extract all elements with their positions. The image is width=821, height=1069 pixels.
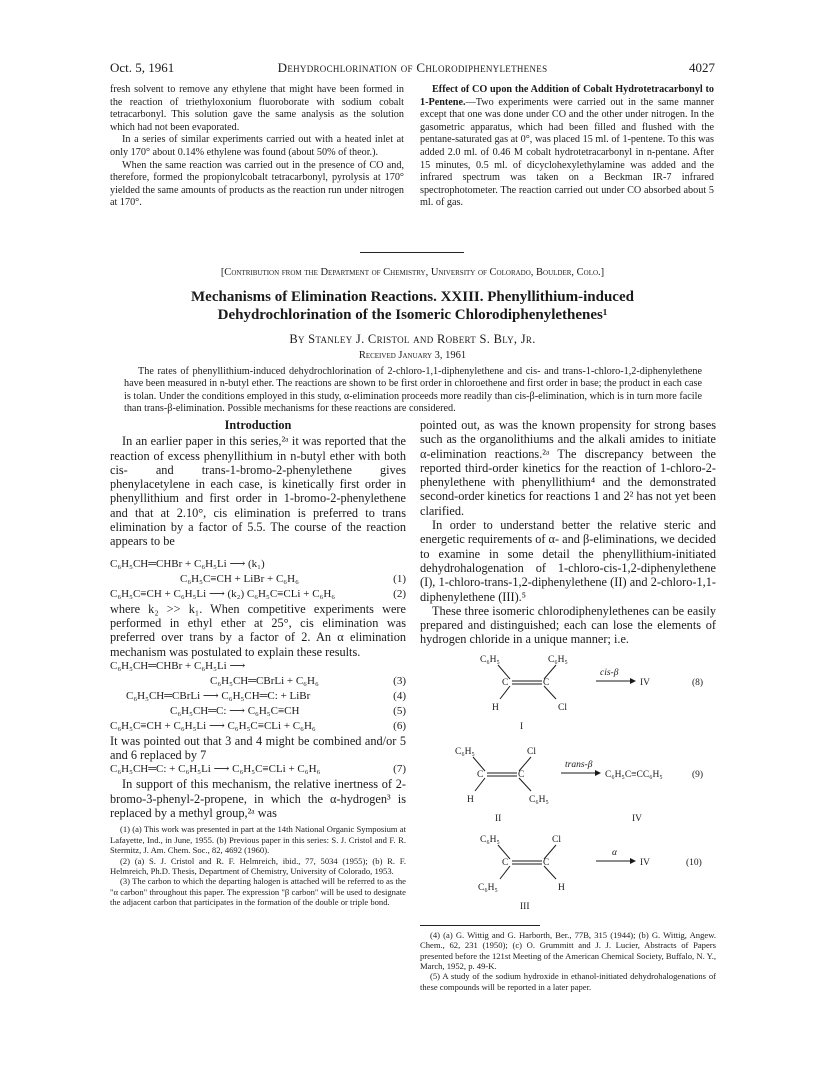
top-left-column [110,84,404,210]
author-byline: By Stanley J. Cristol and Robert S. Bly, Jr. [289,332,536,346]
right-paragraph-3: These three isomeric chlorodiphenylethenes can be easily prepared and distinguished; each can lose the elements of hydrogen chloride in a unique manner; i.e. [420,603,716,647]
s1-number: (8) [692,677,704,688]
right-main-column [420,418,716,992]
left-main-column [110,418,406,908]
s3-top-left: C₆H₅ [480,834,500,845]
s1-label: I [520,721,524,732]
footnote-2: (2) (a) S. J. Cristol and R. F. Helmreich, ibid., 77, 5034 (1955); (b) R. F. Helmreich, Ph.D. Thesis, Department of Chemistry, University of Colorado, 1953. [110,855,406,876]
s3-top-right: Cl [552,834,561,845]
s3-bottom-right: H [558,882,565,893]
header-date: Oct. 5, 1961 [110,60,175,75]
footnote-rule [420,925,540,926]
section-divider [360,252,464,253]
top-left-paragraph-3: When the same reaction was carried out in the presence of CO and, therefore, formed the propionylcobalt tetracarbonyl, pyrolysis at 170° yielded the same amounts of products as the reaction run under nitrogen at 170°. [110,159,404,209]
right-paragraph-2: In order to understand better the relative steric and energetic requirements of α- and β-eliminations, we decided to examine in some detail the phenyllithium-initiated dehydrohalogenation of 1-chloro-cis-1,2-diphenylethene (I), 1-chloro-trans-1,2-diphenylethene (II) and 2-chloro-1,1-diphenylethene (III).⁵ [420,518,716,604]
s1-arrow-label: cis-β [600,667,619,678]
received-date: Received January 3, 1961 [358,350,467,361]
right-paragraph-1: pointed out, as was the known propensity for strong bases such as the organolithiums and the alkali amides to initiate α-elimination reactions.²ᵃ The discrepancy between the reported third-order kinetics for the reaction of 1-chloro-2-phenylethene with phenyllithium⁴ and the demonstrated second-order kinetics for reactions 1 and 2² has not yet been clarified. [420,418,716,518]
equation-1b: C₆H₅C≡CH + LiBr + C₆H₆ (1) [180,572,406,585]
cobalt-section-heading: Effect of CO upon the Addition of Cobalt Hydrotetracarbonyl to 1-Pentene. [420,84,714,108]
svg-text:C: C [477,769,484,780]
s1-top-right: C₆H₅ [548,654,568,665]
cobalt-section-text: —Two experiments were carried out in the same manner except that one was done under CO and the other under nitrogen. In the gasometric apparatus, which had been filled and flushed with the pentane-saturated gas at 0°, was placed 15 ml. of 1-pentene. To this was added 2.0 ml. of 0.46 M cobalt hydrotetracarbonyl in n-pentane. After 15 minutes, 0.5 ml. of dicyclohexylethylamine was added and the infrared spectrum was taken on a Beckman IR-7 infrared spectrophotometer. The reaction carried out under CO absorbed about 5 ml. of gas. [420,96,714,209]
s3-number: (10) [686,857,702,868]
s2-arrow-label: trans-β [565,759,593,770]
s2-number: (9) [692,769,704,780]
intro-paragraph-2: where k₂ >> k₁. When competitive experiments were performed in ethyl ether at 25°, cis elimination was preferred over trans by a factor of 2. An α elimination mechanism was postulated to explain these results. [110,601,406,659]
header-running-title: Dehydrochlorination of Chlorodiphenylethenes [277,60,548,75]
footnote-4: (4) (a) G. Wittig and G. Harborth, Ber., 77B, 315 (1944); (b) G. Wittig, Angew. Chem., 62, 231 (1950); (c) O. Grummitt and J. J. Lucier, Abstracts of Papers presented before the 121st Meeting of the American Chemical Society, Buffalo, N. Y., March, 1952, p. 49-K. [420,929,716,971]
s2-top-left: C₆H₅ [455,746,475,757]
equation-5: C₆H₅CH═C: ⟶ C₆H₅C≡CH (5) [170,704,406,717]
s2-bottom-left: H [467,794,474,805]
equation-7: C₆H₅CH═C: + C₆H₅Li ⟶ C₆H₅C≡CLi + C₆H₆ (7) [110,763,406,776]
top-left-paragraph-2: In a series of similar experiments carried out with a heated inlet at only 170° about 0.14% ethylene was found (about 50% of theor.). [110,134,404,158]
equation-3a: C₆H₅CH═CHBr + C₆H₅Li ⟶ [110,659,246,672]
s1-bottom-right: Cl [558,702,567,713]
top-right-column [420,84,714,210]
s1-top-left: C₆H₅ [480,654,500,665]
s2-product-label: IV [632,813,643,824]
s1-product: IV [640,677,651,688]
structure-I [480,655,703,732]
svg-text:C: C [502,857,509,868]
left-footnotes [110,824,406,907]
footnote-1: (1) (a) This work was presented in part at the 14th National Organic Symposium at Lafayette, Ind., in June, 1955. (b) Previous paper in this series: S. J. Cristol and F. R. Stermitz, J. Am. Chem. Soc., 82, 4692 (1960). [110,824,406,856]
svg-text:C: C [502,677,509,688]
intro-paragraph-4: In support of this mechanism, the relative inertness of 2-bromo-3-phenyl-2-propene, in which the α-hydrogen³ is replaced by a methyl group,²ᵃ was [110,777,406,821]
svg-text:C: C [543,677,550,688]
contribution-line: [Contribution from the Department of Chemistry, University of Colorado, Boulder, Colo.] [220,267,605,278]
right-footnotes [420,925,716,992]
article-title [110,288,715,324]
title-line-1: Mechanisms of Elimination Reactions. XXIII. Phenyllithium-induced [191,289,634,305]
structure-II [455,747,703,824]
introduction-heading: Introduction [224,418,292,432]
svg-text:C: C [518,769,525,780]
footnote-5: (5) A study of the sodium hydroxide in ethanol-initiated dehydrohalogenations of these compounds will be reported in a later paper. [420,971,716,992]
s3-bottom-left: C₆H₅ [478,882,498,893]
running-header [110,60,715,80]
equation-2: C₆H₅C≡CH + C₆H₅Li ⟶ (k₂) C₆H₅C≡CLi + C₆H₆ (2) [110,587,406,600]
structure-III [478,835,702,912]
intro-paragraph-3: It was pointed out that 3 and 4 might be combined and/or 5 and 6 replaced by 7 [110,733,406,763]
svg-text:C: C [543,857,550,868]
footnote-3: (3) The carbon to which the departing halogen is attached will be referred to as the "α carbon" throughout this paper. The expression "β carbon" will be used to designate the adjacent carbon that participates in the formation of the double or triple bond. [110,876,406,908]
s3-label: III [520,901,530,912]
s2-product: C₆H₅C≡CC₆H₅ [605,769,663,780]
s1-bottom-left: H [492,702,499,713]
s3-product: IV [640,857,651,868]
header-page-number: 4027 [689,60,715,75]
s3-arrow-label: α [612,847,617,858]
abstract: The rates of phenyllithium-induced dehydrochlorination of 2-chloro-1,1-diphenylethene and cis- and trans-1-chloro-1,2-diphenylethene have been measured in n-butyl ether. The reactions are shown to be first order in chloroethene and first order in base; the product in each case is tolan. Under the conditions employed in this study, α-elimination proceeds more readily than cis-β-elimination, which is in turn more facile than trans-β-elimination. Possible mechanisms for these reactions are considered. [124,366,702,415]
structure-schemes [420,651,716,921]
equation-1a: C₆H₅CH═CHBr + C₆H₅Li ⟶ (k₁) [110,557,265,570]
equation-3b: C₆H₅CH═CBrLi + C₆H₆ (3) [210,674,406,687]
s2-bottom-right: C₆H₅ [529,794,549,805]
s2-label: II [495,813,502,824]
top-left-paragraph-1: fresh solvent to remove any ethylene that might have been formed in the reaction of triethyloxonium fluoroborate with sodium cobalt tetracarbonyl. This solution gave the same analysis as the solution which had not been evaporated. [110,84,404,133]
s2-top-right: Cl [527,746,536,757]
equation-4: C₆H₅CH═CBrLi ⟶ C₆H₅CH═C: + LiBr (4) [126,689,406,702]
title-line-2: Dehydrochlorination of the Isomeric Chlorodiphenylethenes¹ [217,307,608,323]
equation-6: C₆H₅C≡CH + C₆H₅Li ⟶ C₆H₅C≡CLi + C₆H₆ (6) [110,719,406,732]
intro-paragraph-1: In an earlier paper in this series,²ᵃ it was reported that the reaction of excess phenyllithium in n-butyl ether with both cis- and trans-1-bromo-2-phenylethene gives phenylacetylene in each case, is kinetically first order in phenyllithium and first order in 1-bromo-2-phenylethene and that at 2.10°, cis elimination is preferred to trans elimination by a factor of 5.5. The course of the reaction appears to be [110,434,406,549]
